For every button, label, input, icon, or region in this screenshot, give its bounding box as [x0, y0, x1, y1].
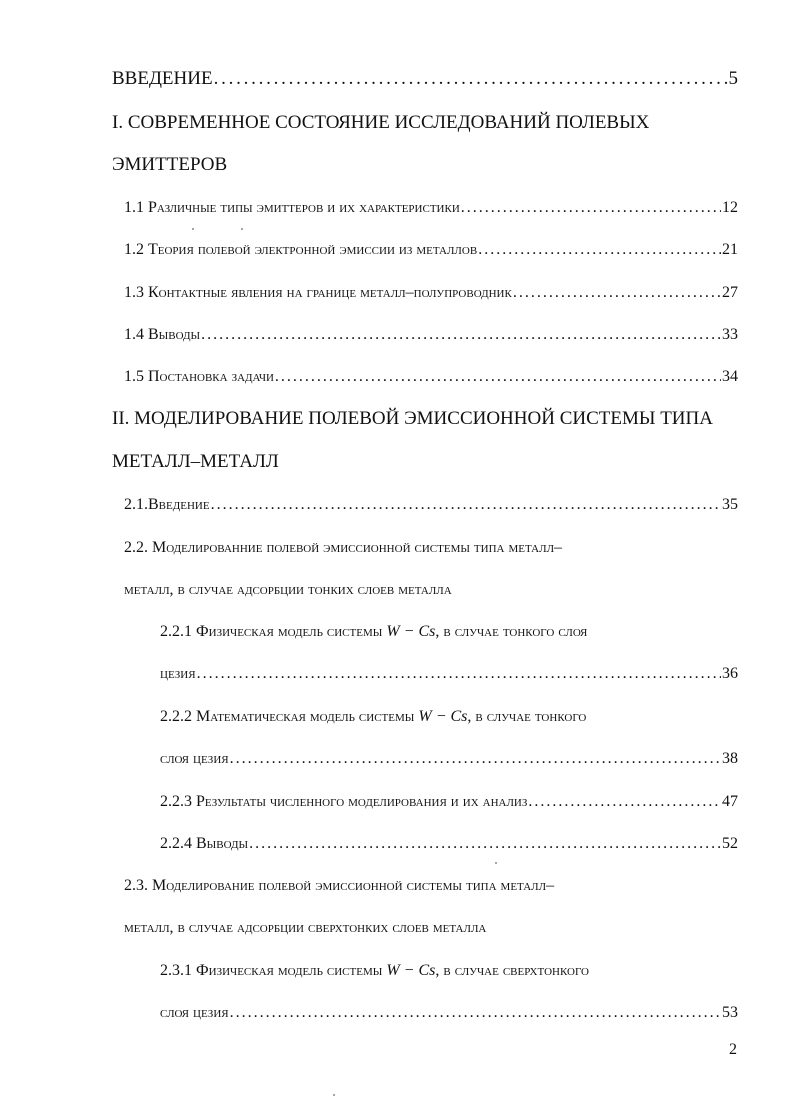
toc-num: 2.1. — [124, 496, 148, 513]
toc-num: 2.2.1 — [160, 623, 192, 640]
toc-entry-2-3-1-line2 — [160, 1004, 738, 1022]
toc-num: 2.2.4 — [160, 835, 192, 852]
toc-entry-2-2-2-line1 — [160, 708, 586, 726]
toc-entry-1-3 — [124, 284, 738, 302]
toc-title: Математическая модель системы — [196, 708, 415, 725]
toc-page: 27 — [722, 284, 738, 301]
toc-title: слоя цезия — [160, 750, 229, 767]
toc-entry-2-2-1-line2 — [160, 665, 738, 683]
toc-num: 1.4 — [124, 326, 144, 343]
chapter-1-title-line1: I. СОВРЕМЕННОЕ СОСТОЯНИЕ ИССЛЕДОВАНИЙ ПОЛЕВЫХ — [112, 112, 650, 133]
toc-entry-2-2-line2: металл, в случае адсорбции тонких слоев металла — [124, 581, 452, 598]
toc-title: Моделированние полевой эмиссионной системы типа металл– — [152, 539, 563, 556]
toc-page: 34 — [722, 368, 738, 385]
toc-page: 5 — [728, 68, 738, 89]
toc-title: Физическая модель системы — [196, 962, 383, 979]
toc-title-cont: , в случае тонкого слоя — [435, 623, 588, 640]
dot-leader — [461, 199, 721, 217]
formula: W − Cs — [418, 708, 468, 725]
toc-entry-2-1 — [124, 496, 738, 514]
dot-leader — [478, 241, 721, 259]
toc-title: Физическая модель системы — [196, 623, 383, 640]
scan-speck — [495, 862, 497, 864]
toc-page: 53 — [722, 1004, 738, 1021]
dot-leader — [528, 793, 721, 811]
dot-leader — [249, 835, 721, 853]
toc-entry-2-3-line2: металл, в случае адсорбции сверхтонких слоев металла — [124, 919, 487, 936]
toc-page: 12 — [722, 199, 738, 216]
toc-title: Результаты численного моделирования и их анализ — [196, 793, 528, 810]
toc-page: 47 — [722, 793, 738, 810]
dot-leader — [513, 284, 721, 302]
toc-page: 36 — [722, 665, 738, 682]
toc-num: 2.2. — [124, 539, 148, 556]
toc-title: Контактные явления на границе металл–полупроводник — [148, 284, 512, 301]
toc-entry-2-2-3 — [160, 793, 738, 811]
toc-page: 21 — [722, 241, 738, 258]
toc-page: 52 — [722, 835, 738, 852]
toc-page: 33 — [722, 326, 738, 343]
toc-title-cont: , в случае сверхтонкого — [435, 962, 589, 979]
toc-page: 38 — [722, 750, 738, 767]
toc-num: 1.1 — [124, 199, 144, 216]
scan-speck — [192, 228, 194, 230]
dot-leader — [214, 68, 728, 90]
chapter-1-title-line2: ЭМИТТЕРОВ — [112, 154, 228, 175]
toc-entry-2-2-line1 — [124, 539, 562, 557]
dot-leader — [197, 665, 721, 683]
toc-entry-2-2-2-line2 — [160, 750, 738, 768]
chapter-2-title-line2: МЕТАЛЛ–МЕТАЛЛ — [112, 451, 279, 472]
toc-num: 2.2.3 — [160, 793, 192, 810]
toc-title: слоя цезия — [160, 1004, 229, 1021]
chapter-2-title-line1: II. МОДЕЛИРОВАНИЕ ПОЛЕВОЙ ЭМИССИОННОЙ СИСТЕМЫ ТИПА — [112, 408, 713, 429]
toc-num: 1.3 — [124, 284, 144, 301]
toc-title: Выводы — [196, 835, 249, 852]
dot-leader — [275, 368, 721, 386]
toc-num: 2.3.1 — [160, 962, 192, 979]
toc-entry-1-1 — [124, 199, 738, 217]
toc-entry-1-4 — [124, 326, 738, 344]
scan-speck — [241, 228, 243, 230]
toc-entry-2-2-4 — [160, 835, 738, 853]
toc-num: 2.3. — [124, 877, 148, 894]
toc-title: Теория полевой электронной эмиссии из металлов — [148, 241, 478, 258]
toc-entry-2-2-1-line1 — [160, 623, 587, 641]
toc-num: 1.2 — [124, 241, 144, 258]
toc-title: Постановка задачи — [148, 368, 274, 385]
dot-leader — [230, 750, 721, 768]
toc-page: 35 — [722, 496, 738, 513]
toc-num: 2.2.2 — [160, 708, 192, 725]
scan-speck — [333, 1094, 335, 1096]
toc-entry-2-3-line1 — [124, 877, 554, 895]
toc-title: цезия — [160, 665, 196, 682]
dot-leader — [230, 1004, 721, 1022]
toc-title: Различные типы эмиттеров и их характеристики — [148, 199, 460, 216]
dot-leader — [201, 326, 721, 344]
formula: W − Cs — [386, 623, 436, 640]
toc-entry-1-2 — [124, 241, 738, 259]
toc-entry-1-5 — [124, 368, 738, 386]
dot-leader — [211, 496, 721, 514]
formula: W − Cs — [386, 962, 436, 979]
page-number: 2 — [729, 1041, 737, 1058]
toc-title: Моделирование полевой эмиссионной системы типа металл– — [152, 877, 555, 894]
toc-title: Выводы — [148, 326, 201, 343]
toc-entry-intro — [112, 68, 738, 90]
toc-title: Введение — [148, 496, 210, 513]
toc-title-cont: , в случае тонкого — [467, 708, 587, 725]
toc-title: ВВЕДЕНИЕ — [112, 68, 213, 89]
toc-entry-2-3-1-line1 — [160, 962, 589, 980]
toc-num: 1.5 — [124, 368, 144, 385]
